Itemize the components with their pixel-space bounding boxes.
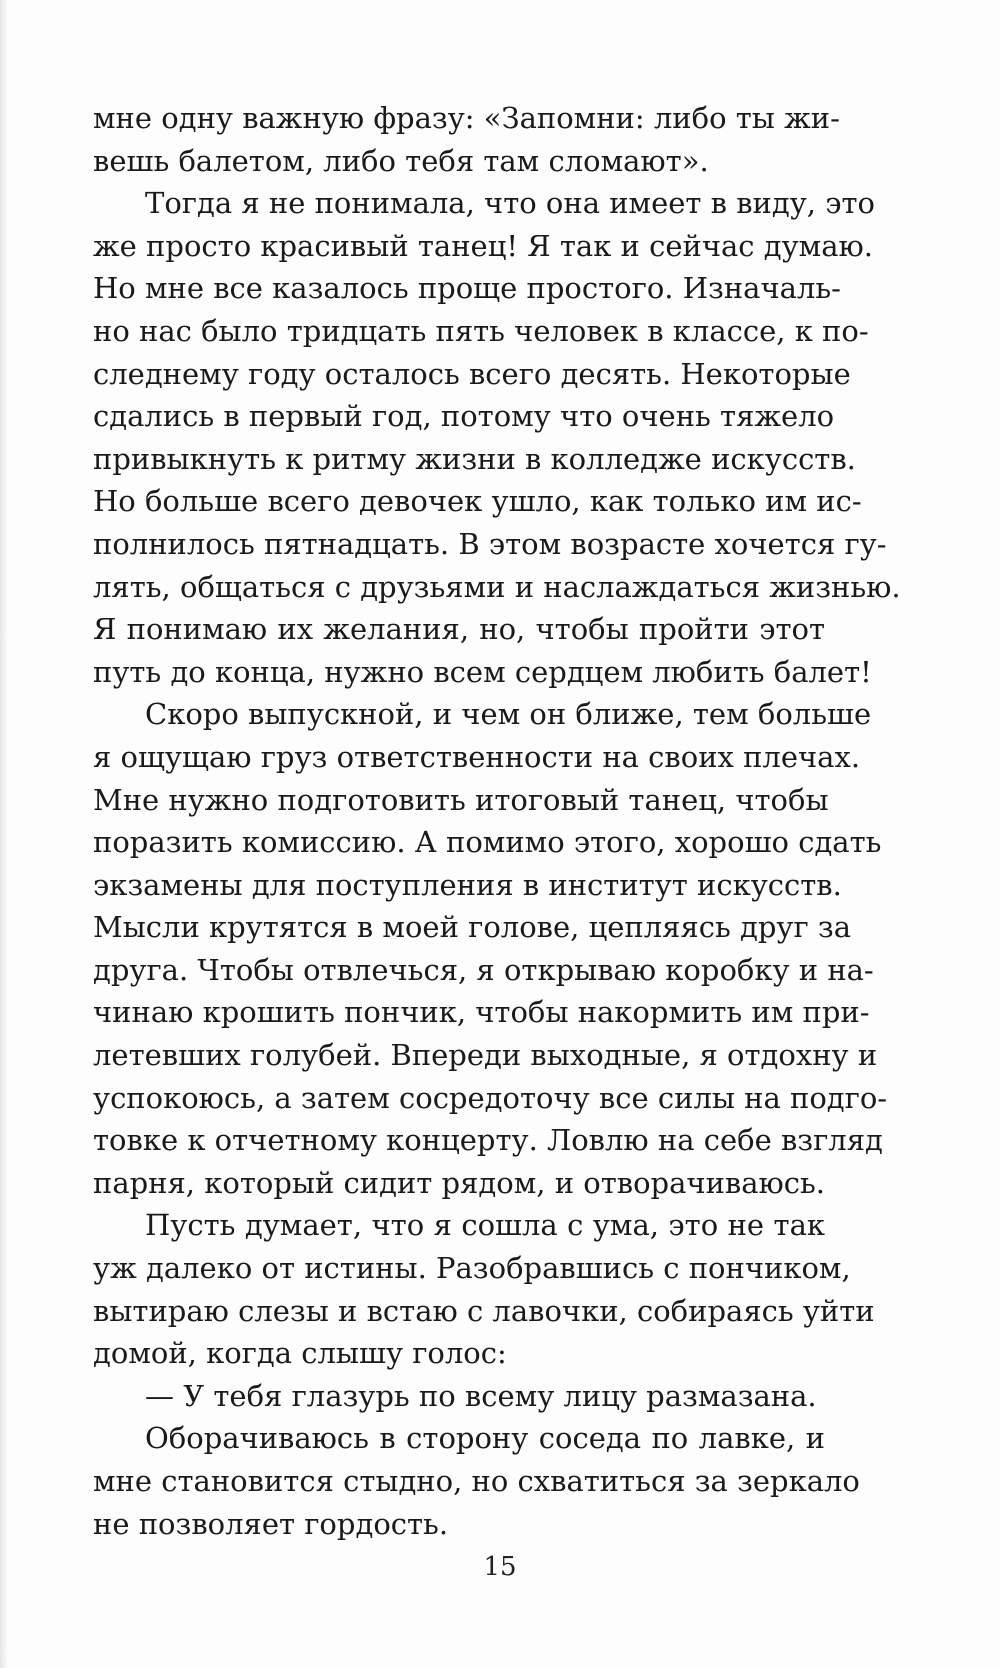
text-line: Но мне все казалось проще простого. Изначаль- — [93, 271, 841, 306]
page-number: 15 — [483, 1552, 517, 1582]
text-line: Я понимаю их желания, но, чтобы пройти этот — [93, 612, 825, 647]
text-line: товке к отчетному концерту. Ловлю на себе взгляд — [93, 1123, 883, 1158]
text-line: полнилось пятнадцать. В этом возрасте хочется гу- — [93, 526, 887, 561]
text-line: путь до конца, нужно всем сердцем любить балет! — [93, 654, 872, 689]
page-gutter-shadow — [0, 0, 8, 1668]
text-line: парня, который сидит рядом, и отворачиваюсь. — [93, 1165, 826, 1200]
text-line: Мне нужно подготовить итоговый танец, чтобы — [93, 782, 829, 817]
text-line: Мысли крутятся в моей голове, цепляясь друг за — [93, 910, 852, 945]
text-line: чинаю крошить пончик, чтобы накормить им при- — [93, 995, 870, 1030]
body-text — [93, 97, 901, 1545]
text-line: не позволяет гордость. — [93, 1506, 449, 1541]
text-line: мне одну важную фразу: «Запомни: либо ты жи- — [93, 101, 840, 135]
text-line: летевших голубей. Впереди выходные, я отдохну и — [93, 1038, 878, 1073]
text-line: домой, когда слышу голос: — [93, 1336, 507, 1371]
text-line: но нас было тридцать пять человек в классе, к по- — [93, 313, 869, 348]
text-line: друга. Чтобы отвлечься, я открываю коробку и на- — [93, 952, 874, 987]
text-line: я ощущаю груз ответственности на своих плечах. — [93, 739, 861, 774]
text-line: сдались в первый год, потому что очень тяжело — [93, 399, 835, 434]
text-line: Но больше всего девочек ушло, как только им ис- — [93, 484, 862, 519]
text-line: привыкнуть к ритму жизни в колледже искусств. — [93, 441, 856, 476]
text-line: Скоро выпускной, и чем он ближе, тем больше — [145, 697, 872, 732]
text-line: Пусть думает, что я сошла с ума, это не так — [145, 1208, 825, 1243]
text-line: успокоюсь, а затем сосредоточу все силы на подго- — [93, 1080, 888, 1115]
text-line: следнему году осталось всего десять. Некоторые — [93, 356, 851, 391]
text-line: Оборачиваюсь в сторону соседа по лавке, и — [145, 1421, 825, 1456]
text-line: лять, общаться с друзьями и наслаждаться жизнью. — [93, 569, 901, 604]
text-line: экзамены для поступления в институт искусств. — [93, 867, 842, 902]
text-line: же просто красивый танец! Я так и сейчас думаю. — [93, 228, 873, 263]
text-line: мне становится стыдно, но схватиться за зеркало — [93, 1464, 860, 1498]
text-line: уж далеко от истины. Разобравшись с пончиком, — [93, 1251, 851, 1286]
text-line: поразить комиссию. А помимо этого, хорошо сдать — [93, 825, 882, 860]
text-line: Тогда я не понимала, что она имеет в виду, это — [145, 186, 875, 221]
text-line: вытираю слезы и встаю с лавочки, собираясь уйти — [93, 1293, 875, 1328]
text-line: вешь балетом, либо тебя там сломают». — [93, 143, 709, 178]
dialogue-line: — У тебя глазурь по всему лицу размазана. — [145, 1378, 817, 1413]
